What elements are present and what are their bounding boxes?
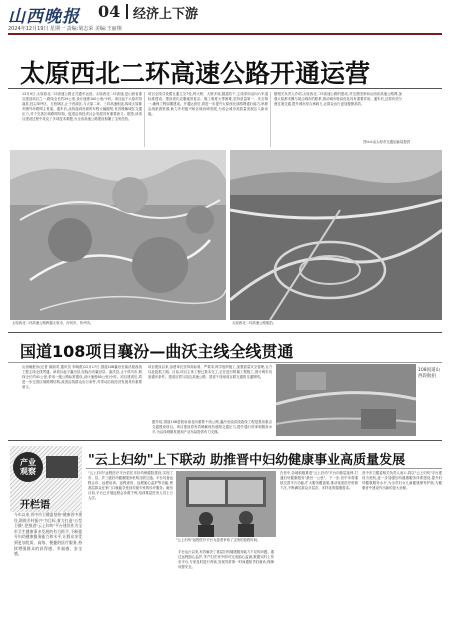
story3-col3: 在晋中,各地积极推进"云上妇幼"平台向基层延伸,打通妇幼健康服务"最后一公里"。下一步,晋中市将继续完善平台功能,扩大服务覆盖面,推动优质医疗资源下沉,不断满足群众多层次、多样化的健康需求。 — [280, 471, 358, 491]
story2-col2: 项目建设以来,参建单位坚持高标准、严要求,科学组织施工,加强质量安全管理,全力以赴抢抓工期。目前,项目主体工程已基本完工,正在进行附属工程施工,预计明年具备通车条件。建成后将与周边高速公路、国省干线形成互联互通的交通网络。 — [148, 365, 272, 380]
section-title: 经济上下游 — [133, 7, 199, 22]
story2-headline: 国道108项目襄汾—曲沃主线全线贯通 — [20, 342, 294, 361]
story3-rule — [86, 468, 442, 469]
story1-caption-right: 太原西北二环高速公路航拍。 — [232, 321, 277, 325]
story3-photo-caption: "云上妇幼"远程医疗平台为患者争取了宝贵的抢救时间。 — [176, 538, 261, 542]
story3-col2: 平台运行以来,有效解决了基层妇幼健康服务能力不足的问题。通过远程胎心监护,孕产妇在家中即可完成胎心监测,数据实时上传至平台,专家及时进行判读,发现异常第一时间通知孕妇就诊,保障母婴安全。 — [178, 550, 274, 570]
header-rule — [8, 33, 442, 35]
col-divider — [144, 92, 145, 147]
story2-col1: 山西晚报讯(记者 薛丽英 通讯员 李晓燕)12月17日,国道108襄汾至曲沃段改线工程主线全线贯通。该项目起于襄汾县,经临汾市襄汾县、曲沃县,止于侯马市,路线全长约41公里,采用一级公路标准建设,设计速度80公里/小时。项目建成后,将进一步完善区域路网结构,改善沿线群众出行条件,对带动沿线经济发展具有重要意义。 — [22, 365, 142, 390]
road-aerial-image — [276, 364, 416, 436]
issue-info: 2024年12月19日 星期一 责编:梁志荣 美编:王丽翔 — [8, 26, 122, 32]
column-intro-title: 开栏语 — [20, 500, 50, 511]
story3-headline: "云上妇幼"上下联动 助推晋中妇幼健康事业高质量发展 — [88, 453, 406, 468]
page-number: 04 — [98, 2, 121, 21]
story1-col2: 项目全线共设置互通立交7处,特大桥、大桥多座,隧道若干,主线采用双向六车道标准建设。建设者们克服地形复杂、施工难度大等困难,坚持质量第一、安全第一,确保工程如期建成。开通运营后,将进一步提升太原西北部路网通行能力,串联沿线旅游资源,助力乡村振兴和区域协调发展,为省会城市高质量发展注入新动能。 — [148, 92, 268, 117]
section-rule — [8, 332, 442, 333]
story1-photo-right — [230, 150, 442, 320]
story1-headline: 太原西北二环高速公路开通运营 — [20, 59, 371, 88]
story1-col1: 12月9日,太原西北二环高速公路正式通车运营。太原西北二环高速,是山西省重点建设项目之一,路线全长约29公里,设计速度100公里/小时。项目起于太原市阳曲县,经尖草坪区、万柏林区,止于晋源区,与太原二环、三环高速相连,构成太原都市圈外环路网主骨架。通车后,从阳曲到晋源的车程大幅缩短,有效缓解城区交通压力,对于完善区域路网结构、促进沿线经济社会发展具有重要意义。据悉,该项目建设过程中攻克了多项技术难题,为全省高速公路建设积累了宝贵经验。 — [22, 92, 142, 122]
story1-rule — [8, 88, 442, 89]
highway-interchange-image — [230, 150, 442, 320]
column-intro-text: 今年以来,晋中市卫健委坚持"健康晋中建设,助推乡村振兴"为目标,着力打造"五型卫健",把推进"云上妇幼"平台建设作为全市卫生健康事业发展的有力抓手,不断提升妇幼健康服务能力和水平,让群众享受到更加优质、高效、便捷的医疗服务,持续增强群众的获得感、幸福感、安全感。 — [14, 512, 82, 557]
story2-photo — [276, 364, 416, 436]
story2-rule — [8, 362, 442, 363]
story1-caption-left: 太原西北二环高速公路跨越太原市、汾河市、忻州市。 — [12, 321, 94, 325]
column-logo-image — [46, 456, 78, 478]
story2-col3: 据介绍,国道108是我省南北向重要干线公路,襄汾至曲沃段改线工程是我省重点交通建设项目。项目建设将有效缓解现有道路交通压力,提升通行效率和服务水平,为沿线城镇发展和产业布局提供有力支撑。 — [152, 420, 272, 434]
doctors-at-screen-image — [176, 471, 276, 537]
column-badge: 产业 观察 — [13, 452, 43, 482]
story1-photo-credit: 图①②由太原市交通运输局提供 — [363, 140, 410, 144]
col-divider — [270, 92, 271, 147]
section-divider — [126, 4, 128, 19]
story2-photo-caption: 108国道山西段航拍 — [418, 368, 441, 379]
story3-col1: "云上妇幼"远程医疗平台依托市妇幼保健院建设,实现了市、县、乡三级妇幼健康服务机构互联互通。平台具备远程会诊、远程培训、远程查房、远程胎心监护等功能,使基层群众在家门口就能享受到市级专家的诊疗服务。截至目前,平台已开展远程会诊数千例,培训基层医务人员上万人次。 — [88, 471, 173, 501]
masthead-logo: 山西晚报 — [8, 7, 80, 27]
story3-col4: 晋中市卫健委相关负责人表示,将以"云上妇幼"平台建设为契机,进一步加强妇幼健康服务体系建设,提升妇幼健康服务水平,为全市妇女儿童健康保驾护航,为健康晋中建设作出新的更大贡献。 — [362, 471, 442, 491]
story1-col3: 据相关负责人介绍,太原西北二环高速公路的建成,对完善国家和山西省高速公路网,加强太原都市圈与周边城市的联系,推动城市格局优化具有重要作用。通车后,还将有效分流过境交通,提升城市综合承载力,让群众出行更加便捷高效。 — [274, 92, 402, 107]
aerial-map-image — [10, 150, 226, 320]
section-rule — [8, 440, 442, 441]
story3-photo — [176, 471, 276, 537]
story1-photo-left — [10, 150, 226, 320]
